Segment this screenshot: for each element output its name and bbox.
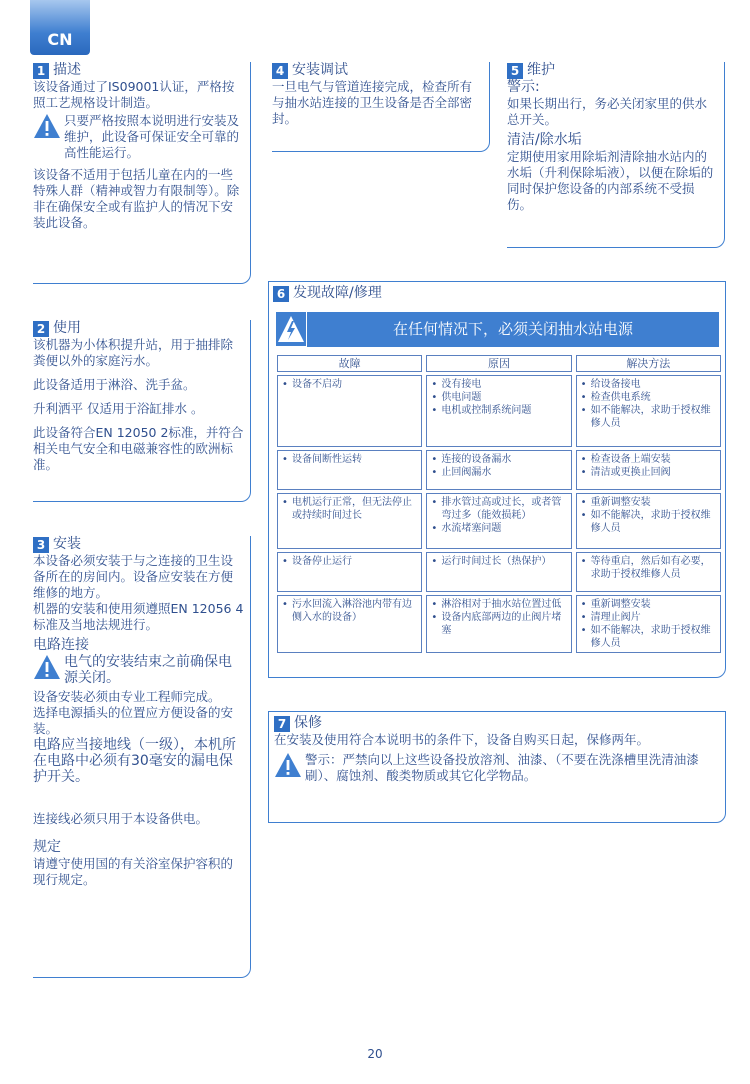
- paragraph: 此设备符合EN 12050 2标准，并符合相关电气安全和电磁兼容性的欧洲标准。: [33, 425, 244, 472]
- paragraph: 该机器为小体积提升站，用于抽排除粪便以外的家庭污水。: [33, 337, 234, 368]
- table-cell-fix: [576, 552, 721, 592]
- language-tab: [30, 0, 90, 55]
- section-title: 安装调试: [292, 62, 348, 78]
- table-cell-fix: [576, 375, 721, 447]
- table-header: [277, 355, 721, 372]
- table-row: [277, 552, 721, 592]
- section-3-heading: [33, 536, 250, 553]
- table-cell-fault: [277, 493, 422, 549]
- paragraph: 升利洒平 仅适用于浴缸排水 。: [33, 401, 204, 416]
- paragraph: 该设备不适用于包括儿童在内的一些特殊人群（精神或智力有限制等）。除非在确保安全或有监护人的情况下安装此设备。: [33, 167, 240, 230]
- section-commissioning: [272, 62, 490, 152]
- warning-icon: [33, 654, 61, 680]
- cell-item: • 清洁或更换止回阀: [581, 466, 716, 479]
- cell-item: • 清理止阀片: [581, 611, 716, 624]
- warning: [33, 113, 244, 161]
- section-number: 2: [33, 321, 49, 337]
- table-row: [277, 493, 721, 549]
- paragraph: 机器的安装和使用须遵照EN 12056 4标准及当地法规进行。: [33, 601, 244, 632]
- section-number: 7: [274, 716, 290, 732]
- section-number: 4: [272, 63, 288, 79]
- section-title: 安装: [53, 536, 81, 552]
- language-tab-label: CN: [47, 30, 73, 49]
- table-cell-cause: [426, 375, 571, 447]
- cell-item: • 重新调整安装: [581, 496, 716, 509]
- cell-item: • 设备停止运行: [282, 555, 417, 568]
- paragraph: 一旦电气与管道连接完成，检查所有与抽水站连接的卫生设备是否全部密封。: [272, 79, 473, 126]
- section-title: 维护: [527, 62, 555, 78]
- subheading: 清洁/除水垢: [507, 132, 582, 148]
- page-number: 20: [367, 1047, 383, 1061]
- section-usage: [33, 320, 251, 502]
- table-cell-fix: [576, 595, 721, 653]
- cell-item: • 设备内底部两边的止阀片堵塞: [431, 611, 566, 637]
- cell-item: • 水流堵塞问题: [431, 522, 566, 535]
- paragraph: 电路应当接地线（一级），本机所在电路中必须有30毫安的漏电保护开关。: [33, 737, 236, 785]
- table-cell-fault: [277, 552, 422, 592]
- paragraph: 此设备适用于淋浴、洗手盆。: [33, 377, 196, 392]
- section-title: 使用: [53, 320, 81, 336]
- section-title: 发现故障/修理: [293, 285, 382, 301]
- cell-item: • 运行时间过长（热保护）: [431, 555, 566, 568]
- column-header-solution: 解决方法: [576, 355, 721, 372]
- cell-item: • 设备不启动: [282, 378, 417, 391]
- section-2-heading: [33, 320, 250, 337]
- subheading: 规定: [33, 839, 61, 855]
- warning-icon: [274, 752, 302, 778]
- column-header-cause: 原因: [426, 355, 571, 372]
- cell-item: • 淋浴相对于抽水站位置过低: [431, 598, 566, 611]
- paragraph: 请遵守使用国的有关浴室保护容积的现行规定。: [33, 856, 234, 887]
- cell-item: • 止回阀漏水: [431, 466, 566, 479]
- column-header-fault: 故障: [277, 355, 422, 372]
- section-number: 1: [33, 63, 49, 79]
- warning: [33, 654, 244, 686]
- section-title: 描述: [53, 62, 81, 78]
- paragraph: 选择电源插头的位置应方便设备的安装。: [33, 705, 234, 736]
- paragraph: 定期使用家用除垢剂清除抽水站内的水垢（升利保除垢液），以便在除垢的同时保护您设备的内部系统不受损伤。: [507, 149, 714, 212]
- cell-item: • 重新调整安装: [581, 598, 716, 611]
- subheading: 电路连接: [33, 637, 89, 653]
- cell-item: • 供电问题: [431, 391, 566, 404]
- cell-item: • 污水回流入淋浴池内带有边侧入水的设备）: [282, 598, 417, 624]
- section-1-heading: [33, 62, 250, 79]
- paragraph: 如果长期出行，务必关闭家里的供水总开关。: [507, 96, 708, 127]
- section-number: 6: [273, 286, 289, 302]
- table-cell-fix: [576, 493, 721, 549]
- section-title: 保修: [294, 715, 322, 731]
- section-5-heading: [507, 62, 724, 79]
- table-cell-cause: [426, 595, 571, 653]
- table-row: [277, 595, 721, 653]
- paragraph: 连接线必须只用于本设备供电。: [33, 811, 209, 826]
- warning-icon: [33, 113, 61, 139]
- warning-label: 警示:: [507, 79, 540, 95]
- electric-hazard-icon: [276, 312, 306, 346]
- cell-item: • 连接的设备漏水: [431, 453, 566, 466]
- section-installation: [33, 536, 251, 978]
- table-cell-cause: [426, 450, 571, 490]
- cell-item: • 电机或控制系统问题: [431, 404, 566, 417]
- cell-item: • 如不能解决，求助于授权维修人员: [581, 404, 716, 430]
- cell-item: • 检查设备上端安装: [581, 453, 716, 466]
- table-cell-cause: [426, 552, 571, 592]
- cell-item: • 排水管过高或过长，或者管弯过多（能效损耗）: [431, 496, 566, 522]
- cell-item: • 检查供电系统: [581, 391, 716, 404]
- paragraph: 在安装及使用符合本说明书的条件下，设备自购买日起，保修两年。: [274, 732, 650, 747]
- table-cell-fault: [277, 375, 422, 447]
- cell-item: • 电机运行正常，但无法停止或持续时间过长: [282, 496, 417, 522]
- warning-text: 只要严格按照本说明进行安装及维护，此设备可保证安全可靠的高性能运行。: [64, 113, 240, 160]
- table-row: [277, 450, 721, 490]
- warning-text: 警示：严禁向以上这些设备投放溶剂、油漆、（不要在洗涤槽里洗清油漆刷）、腐蚀剂、酸类物质或其它化学物品。: [305, 752, 699, 783]
- section-number: 3: [33, 537, 49, 553]
- table-row: [277, 375, 721, 447]
- warning: [274, 752, 722, 784]
- table-cell-fix: [576, 450, 721, 490]
- cell-item: • 如不能解决，求助于授权维修人员: [581, 509, 716, 535]
- table-cell-cause: [426, 493, 571, 549]
- troubleshooting-table: [277, 355, 721, 653]
- section-7-heading: [274, 715, 722, 732]
- cell-item: • 没有接电: [431, 378, 566, 391]
- paragraph: 本设备必须安装于与之连接的卫生设备所在的房间内。设备应安装在方便维修的地方。: [33, 553, 234, 600]
- section-description: [33, 62, 251, 284]
- cell-item: • 如不能解决，求助于授权维修人员: [581, 624, 716, 650]
- section-4-heading: [272, 62, 489, 79]
- warning-text: 电气的安装结束之前确保电源关闭。: [64, 654, 232, 686]
- power-off-banner: 在任何情况下，必须关闭抽水站电源: [307, 312, 719, 347]
- paragraph: 该设备通过了IS09001认证，严格按照工艺规格设计制造。: [33, 79, 235, 110]
- cell-item: • 给设备接电: [581, 378, 716, 391]
- paragraph: 设备安装必须由专业工程师完成。: [33, 689, 221, 704]
- section-6-heading: [273, 285, 382, 302]
- table-cell-fault: [277, 595, 422, 653]
- cell-item: • 等待重启，然后如有必要，求助于授权维修人员: [581, 555, 716, 581]
- cell-item: • 设备间断性运转: [282, 453, 417, 466]
- table-cell-fault: [277, 450, 422, 490]
- section-maintenance: [507, 62, 725, 248]
- section-number: 5: [507, 63, 523, 79]
